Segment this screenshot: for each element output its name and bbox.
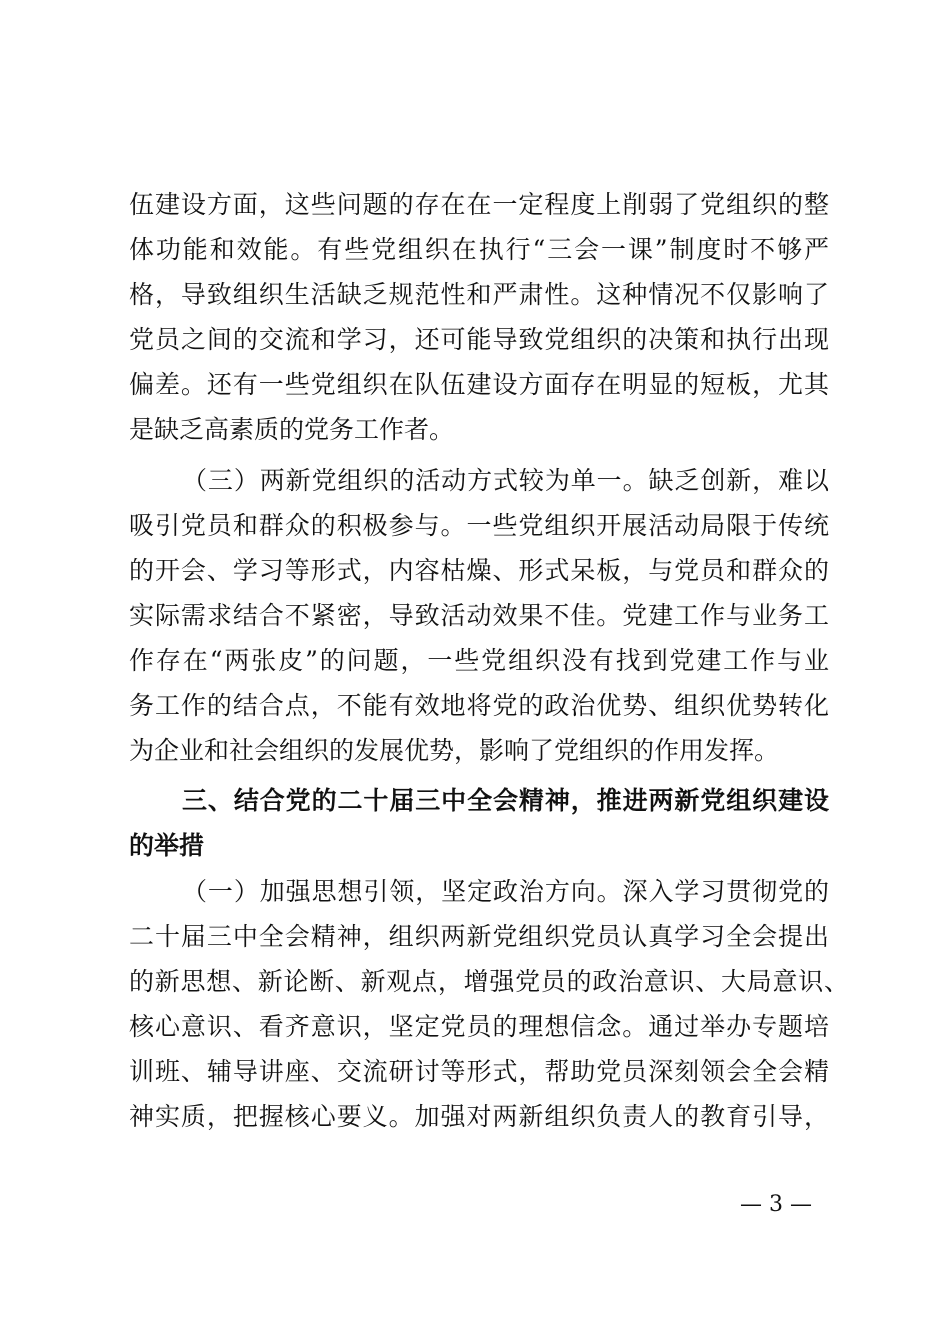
text-line: 实际需求结合不紧密，导致活动效果不佳。党建工作与业务工	[129, 601, 829, 630]
heading-line: 的举措	[129, 831, 205, 860]
text-line: 为企业和社会组织的发展优势，影响了党组织的作用发挥。	[129, 736, 780, 765]
text-line: 格，导致组织生活缺乏规范性和严肃性。这种情况不仅影响了	[129, 280, 829, 309]
text-line: 作存在“两张皮”的问题，一些党组织没有找到党建工作与业	[129, 646, 829, 675]
text-line: 神实质，把握核心要义。加强对两新组织负责人的教育引导，	[129, 1102, 829, 1131]
text-line: 偏差。还有一些党组织在队伍建设方面存在明显的短板，尤其	[129, 370, 829, 399]
page-number: — 3 —	[740, 1192, 812, 1217]
heading-line: 三、结合党的二十届三中全会精神，推进两新党组织建设	[182, 786, 829, 815]
text-line: 是缺乏高素质的党务工作者。	[129, 415, 455, 444]
text-line: 党员之间的交流和学习，还可能导致党组织的决策和执行出现	[129, 325, 829, 354]
text-line: 吸引党员和群众的积极参与。一些党组织开展活动局限于传统	[129, 511, 829, 540]
text-line: 伍建设方面，这些问题的存在在一定程度上削弱了党组织的整	[129, 190, 829, 219]
text-line: 务工作的结合点，不能有效地将党的政治优势、组织优势转化	[129, 691, 829, 720]
text-line: 的新思想、新论断、新观点，增强党员的政治意识、大局意识、	[129, 967, 849, 996]
text-line: 二十届三中全会精神，组织两新党组织党员认真学习全会提出	[129, 922, 829, 951]
text-line: 训班、辅导讲座、交流研讨等形式，帮助党员深刻领会全会精	[129, 1057, 829, 1086]
text-line: （三）两新党组织的活动方式较为单一。缺乏创新，难以	[182, 466, 829, 495]
text-line: 的开会、学习等形式，内容枯燥、形式呆板，与党员和群众的	[129, 556, 829, 585]
text-line: 体功能和效能。有些党组织在执行“三会一课”制度时不够严	[129, 235, 829, 264]
text-line: 核心意识、看齐意识，坚定党员的理想信念。通过举办专题培	[129, 1012, 829, 1041]
text-line: （一）加强思想引领，坚定政治方向。深入学习贯彻党的	[182, 877, 829, 906]
